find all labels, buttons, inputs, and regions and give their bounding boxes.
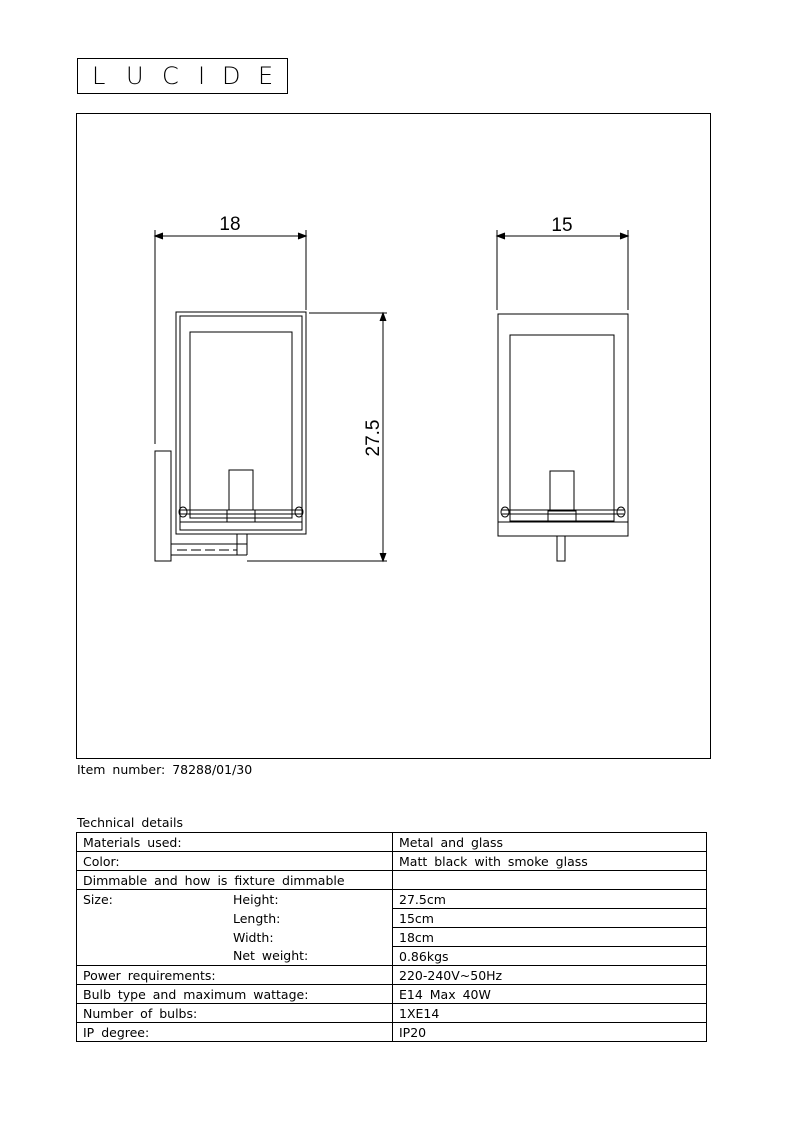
logo-letter: U xyxy=(126,62,144,90)
table-row xyxy=(77,833,707,852)
arrow-head xyxy=(380,313,386,321)
front-width-label: 18 xyxy=(219,214,241,235)
row-value: 27.5cm xyxy=(393,890,707,909)
front-glass-panel xyxy=(190,332,292,518)
table-row xyxy=(77,909,707,928)
row-label: IP degree: xyxy=(77,1023,393,1042)
row-label xyxy=(77,928,393,947)
front-bulb-holder xyxy=(229,470,253,510)
brand-logo xyxy=(77,58,288,94)
row-label: Bulb type and maximum wattage: xyxy=(77,985,393,1004)
side-width-label: 15 xyxy=(551,215,573,236)
table-row xyxy=(77,985,707,1004)
row-label xyxy=(77,947,393,966)
front-holder-base xyxy=(227,510,255,522)
table-row xyxy=(77,890,707,909)
row-label: Power requirements: xyxy=(77,966,393,985)
size-sublabel: Height: xyxy=(233,891,279,907)
logo-letter: L xyxy=(92,62,106,90)
row-label xyxy=(77,909,393,928)
row-label: Dimmable and how is fixture dimmable xyxy=(77,871,393,890)
technical-details-title: Technical details xyxy=(77,815,184,830)
front-frame-outer xyxy=(176,312,306,534)
row-label: Number of bulbs: xyxy=(77,1004,393,1023)
size-label: Size: xyxy=(83,891,113,907)
logo-letter: I xyxy=(198,62,206,90)
side-holder-base xyxy=(548,511,576,522)
logo-letter: C xyxy=(162,62,179,90)
table-row xyxy=(77,1023,707,1042)
row-value: 0.86kgs xyxy=(393,947,707,966)
row-value: 18cm xyxy=(393,928,707,947)
table-row xyxy=(77,947,707,966)
table-row xyxy=(77,928,707,947)
row-value: E14 Max 40W xyxy=(393,985,707,1004)
size-sublabel: Length: xyxy=(233,910,281,926)
side-glass-panel xyxy=(510,335,614,521)
row-label: Materials used: xyxy=(77,833,393,852)
arrow-head xyxy=(298,233,306,239)
arrow-head xyxy=(380,553,386,561)
wall-plate xyxy=(155,451,171,561)
size-sublabel: Net weight: xyxy=(233,948,309,964)
arrow-head xyxy=(497,233,505,239)
table-row xyxy=(77,966,707,985)
side-knob-right xyxy=(617,507,625,517)
row-value: 1XE14 xyxy=(393,1004,707,1023)
row-value: 15cm xyxy=(393,909,707,928)
arrow-head xyxy=(620,233,628,239)
size-sublabel: Width: xyxy=(233,929,274,945)
technical-details-table xyxy=(76,832,707,1042)
item-number-line xyxy=(77,762,252,777)
row-label xyxy=(77,890,393,909)
row-label: Color: xyxy=(77,852,393,871)
table-row xyxy=(77,852,707,871)
front-frame-inner xyxy=(180,316,302,530)
row-value xyxy=(393,871,707,890)
row-value: Matt black with smoke glass xyxy=(393,852,707,871)
side-bulb-holder xyxy=(550,471,574,511)
row-value: IP20 xyxy=(393,1023,707,1042)
table-row xyxy=(77,871,707,890)
side-wall-arm xyxy=(557,536,565,561)
table-row xyxy=(77,1004,707,1023)
side-knob-left xyxy=(501,507,509,517)
technical-drawing xyxy=(76,113,711,759)
item-number-value: 78288/01/30 xyxy=(172,762,253,777)
logo-letter: D xyxy=(222,62,241,90)
row-value: Metal and glass xyxy=(393,833,707,852)
item-number-label: Item number: xyxy=(77,762,166,777)
logo-letter: E xyxy=(258,62,274,90)
drawing-svg xyxy=(77,114,712,760)
arrow-head xyxy=(155,233,163,239)
height-label: 27.5 xyxy=(363,419,384,457)
side-frame-outer xyxy=(498,314,628,536)
row-value: 220-240V~50Hz xyxy=(393,966,707,985)
